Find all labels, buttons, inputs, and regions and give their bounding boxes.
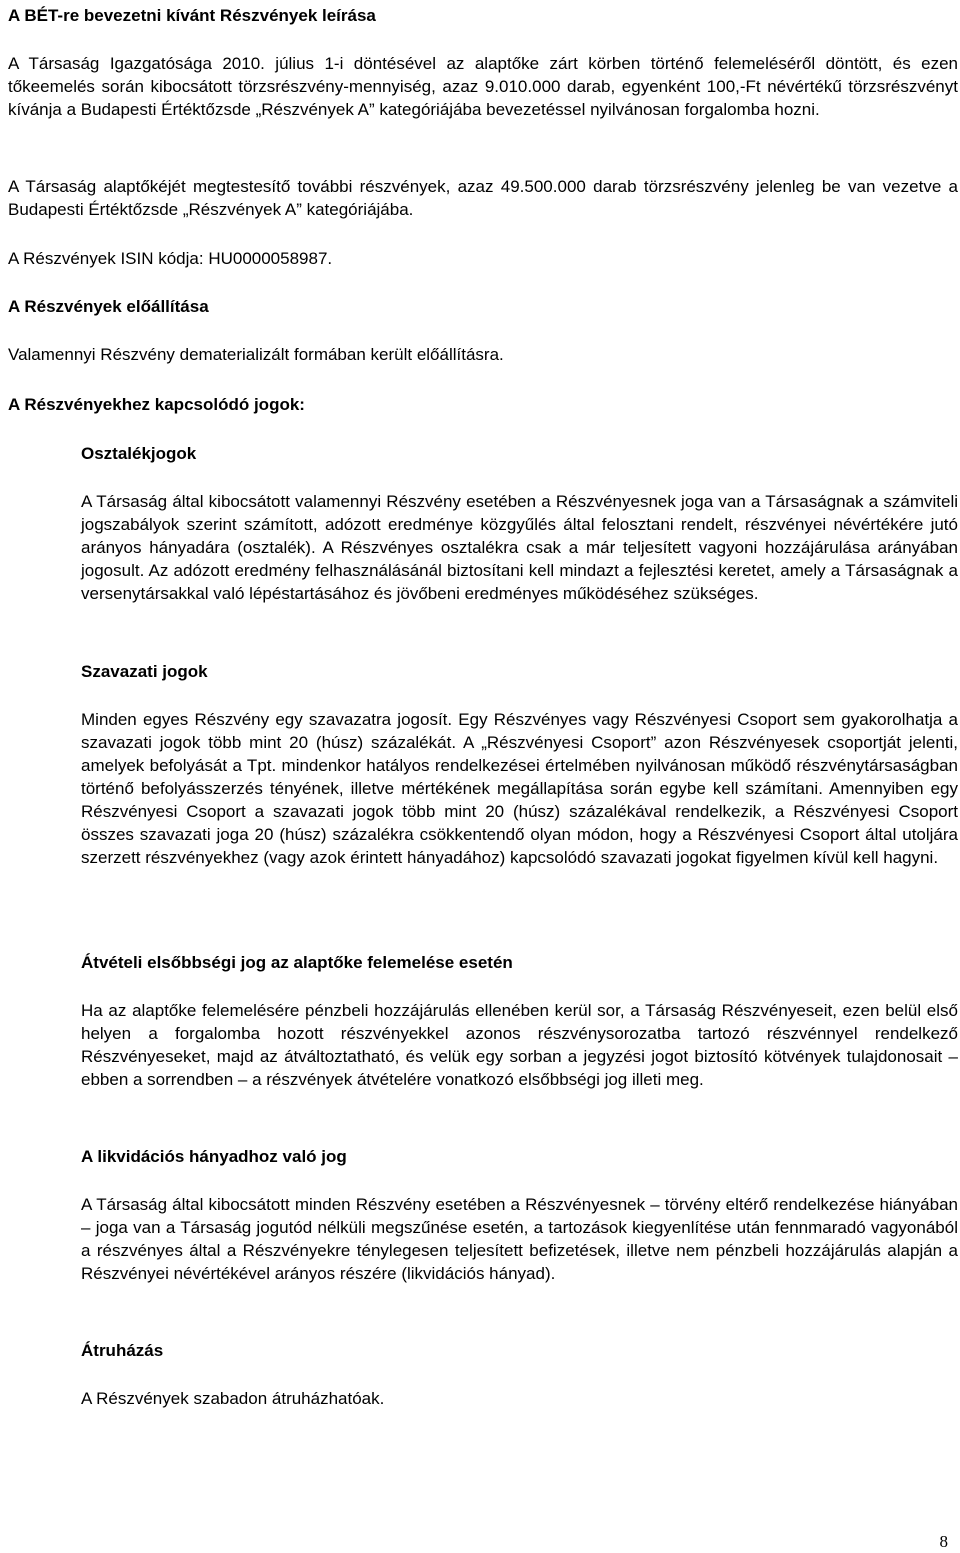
- rights-heading: A Részvényekhez kapcsolódó jogok:: [8, 395, 305, 414]
- page-number: 8: [939, 1532, 948, 1551]
- production-text: Valamennyi Részvény dematerializált formában került előállításra.: [8, 345, 504, 364]
- voting-rights-text: Minden egyes Részvény egy szavazatra jogosít. Egy Részvényes vagy Részvényesi Csoport sem gyakorolhatja a szavazati jogok több mint 20 (húsz) százalékát. A „Részvényesi Csoport” azon Részvényesek csoportját jelenti, amelyek befolyását a Tpt. mindenkor hatályos rendelkezései értelmében nyilvánosan működő részvénytársaságban történő befolyásszerzés tényének, illetve mértékének megállapítása során egybe kell számítani. Amennyiben egy Részvényesi Csoport a szavazati jogok több mint 20 (húsz) százalékával rendelkezik, a Részvényesi Csoport összes szavazati joga 20 (húsz) százalékra csökkentendő olyan módon, hogy a Részvényesi Csoport által utoljára szerzett részvényekhez (vagy azok érintett hányadához) kapcsolódó szavazati jogokat figyelmen kívül kell hagyni.: [81, 710, 958, 867]
- dividend-rights-text: A Társaság által kibocsátott valamennyi Részvény esetében a Részvényesnek joga van a Társaságnak a számviteli jogszabályok szerint számított, adózott eredménye közgyűlés által felosztani rendelt, részvényei névértékére jutó arányos hányadára (osztalék). A Részvényes osztalékra csak a már teljesített vagyoni hozzájárulása arányában jogosult. Az adózott eredmény felhasználásánál biztosítani kell mindazt a fejlesztési keretet, amely a Társaságnak a versenytársakkal való lépéstartásához és jövőbeni eredményes működéséhez szükséges.: [81, 492, 958, 603]
- isin-code-line: A Részvények ISIN kódja: HU0000058987.: [8, 249, 333, 268]
- voting-rights-heading: Szavazati jogok: [81, 662, 208, 681]
- dividend-rights-heading: Osztalékjogok: [81, 444, 197, 463]
- liquidation-rights-heading: A likvidációs hányadhoz való jog: [81, 1147, 347, 1166]
- preemption-rights-text: Ha az alaptőke felemelésére pénzbeli hozzájárulás ellenében kerül sor, a Társaság Részvényeseit, ezen belül első helyen a forgalomba hozott részvényekkel azonos részvénysorozatba tartozó részvénnyel rendelkező Részvényeseket, majd az átváltoztatható, és velük egy sorban a jegyzési jogot biztosító kötvények tulajdonosait – ebben a sorrendben – a részvények átvételére vonatkozó elsőbbségi jog illeti meg.: [81, 1001, 958, 1089]
- production-heading: A Részvények előállítása: [8, 297, 209, 316]
- intro-paragraph-offering: A Társaság Igazgatósága 2010. július 1-i döntésével az alaptőke zárt körben történő felemeléséről döntött, és ezen tőkeemelés során kibocsátott törzsrészvény-mennyiség, azaz 9.010.000 darab, egyenként 100,-Ft névértékű törzsrészvényt kívánja a Budapesti Értéktőzsde „Részvények A” kategóriájába bevezetéssel nyilvánosan forgalomba hozni.: [8, 54, 958, 119]
- intro-paragraph-listed-shares: A Társaság alaptőkéjét megtestesítő további részvények, azaz 49.500.000 darab törzsrészvény jelenleg be van vezetve a Budapesti Értéktőzsde „Részvények A” kategóriájába.: [8, 177, 958, 219]
- transfer-heading: Átruházás: [81, 1341, 164, 1360]
- document-title: A BÉT-re bevezetni kívánt Részvények leírása: [8, 6, 376, 25]
- transfer-text: A Részvények szabadon átruházhatóak.: [81, 1389, 385, 1408]
- liquidation-rights-text: A Társaság által kibocsátott minden Részvény esetében a Részvényesnek – törvény eltérő rendelkezése hiányában – joga van a Társaság jogutód nélküli megszűnése esetén, a tartozások kiegyenlítése után fennmaradó vagyonából a részvényes által a Részvényekre ténylegesen teljesített befizetések, illetve nem pénzbeli hozzájárulás alapján a Részvényei névértékével arányos részére (likvidációs hányad).: [81, 1195, 958, 1283]
- preemption-rights-heading: Átvételi elsőbbségi jog az alaptőke felemelése esetén: [81, 953, 513, 972]
